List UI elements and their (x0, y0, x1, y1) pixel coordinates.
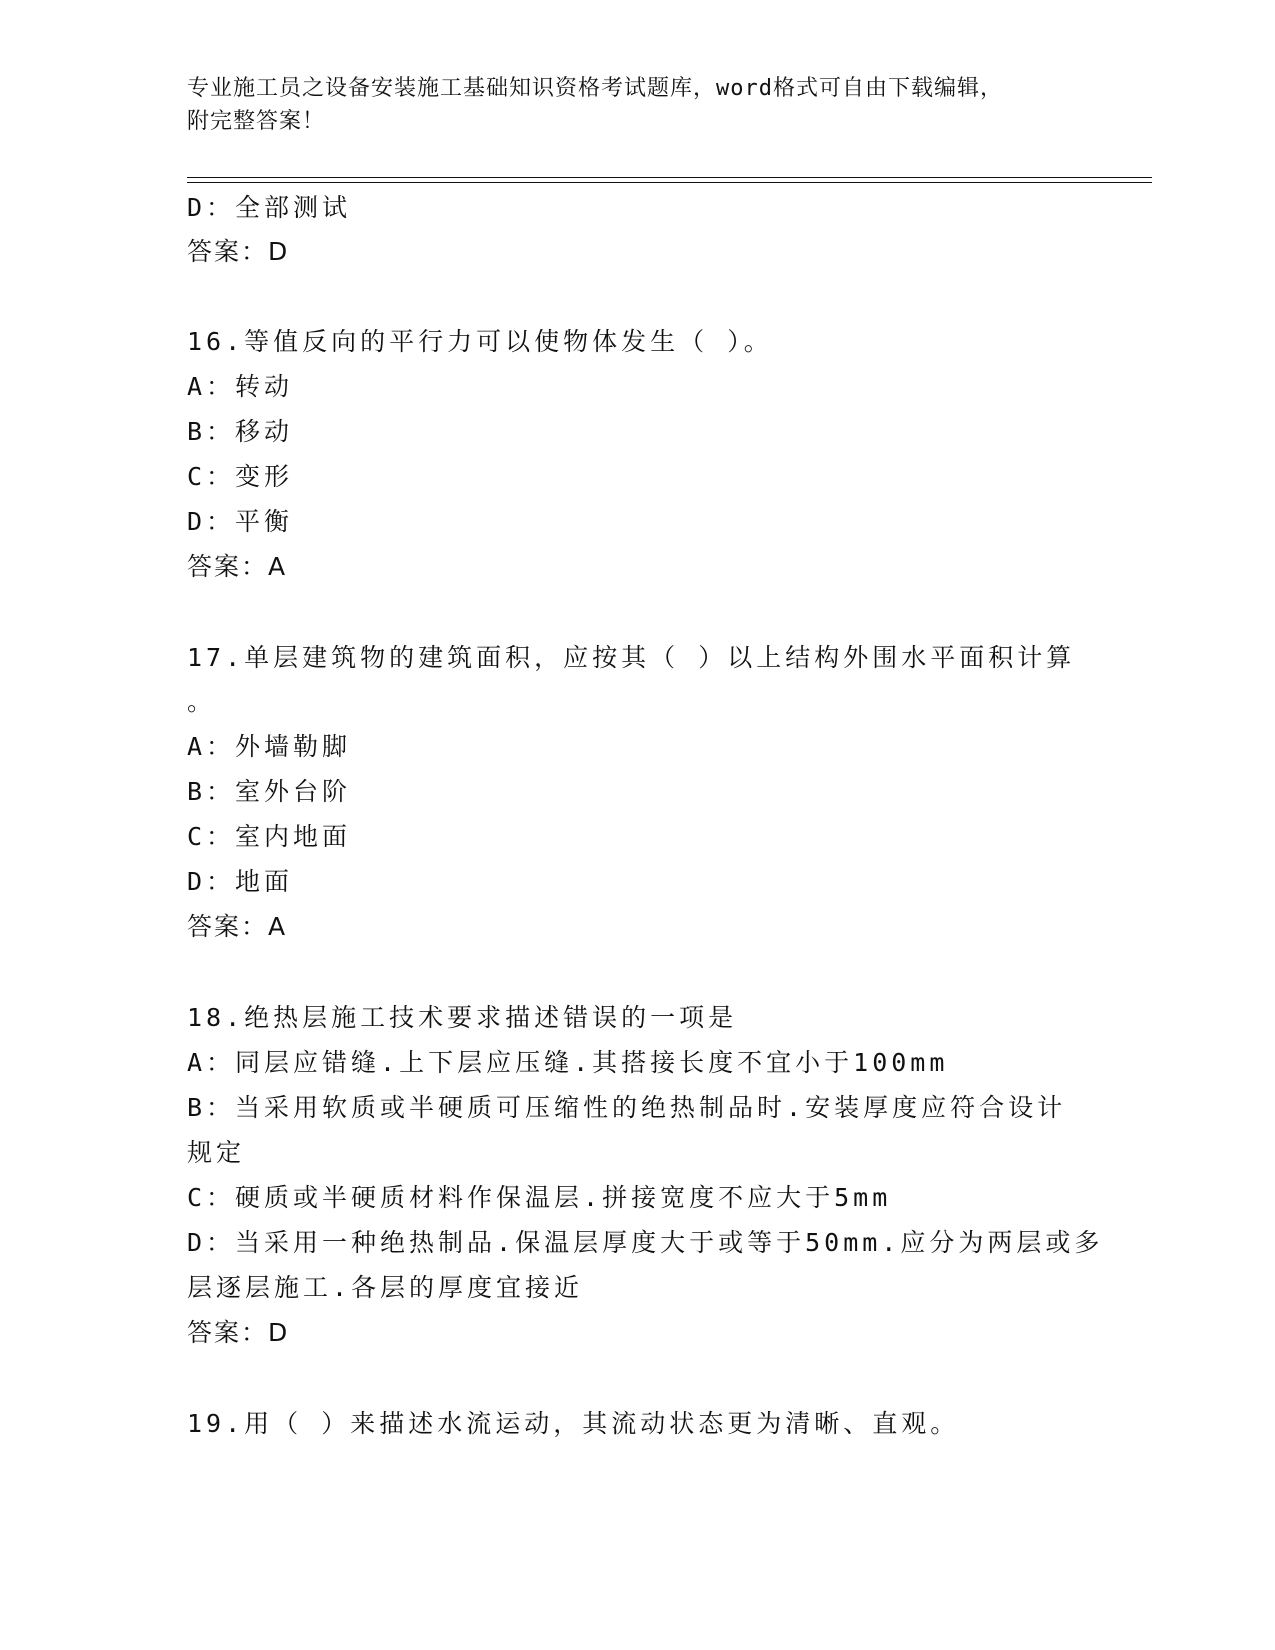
q18-question: 18.绝热层施工技术要求描述错误的一项是 (187, 1003, 738, 1032)
header-line: 附完整答案！ (187, 109, 326, 134)
q18-answer: 答案：D (187, 1318, 290, 1347)
q16-question: 16.等值反向的平行力可以使物体发生（ ）。 (187, 327, 773, 356)
q18-option-b: B：当采用软质或半硬质可压缩性的绝热制品时.安装厚度应符合设计 (187, 1093, 1067, 1122)
q15-answer: 答案：D (187, 237, 290, 266)
q18-option-c: C：硬质或半硬质材料作保温层.拼接宽度不应大于5mm (187, 1183, 892, 1212)
q16-option-c: C：变形 (187, 462, 294, 491)
header-rule (187, 182, 1152, 183)
q17-question: 17.单层建筑物的建筑面积，应按其（ ）以上结构外围水平面积计算 (187, 643, 1076, 672)
q17-answer: 答案：A (187, 912, 288, 941)
q15-option-d: D：全部测试 (187, 193, 352, 222)
q18-option-b-cont: 规定 (187, 1138, 246, 1167)
q16-option-d: D：平衡 (187, 507, 294, 536)
q18-option-d: D：当采用一种绝热制品.保温层厚度大于或等于50mm.应分为两层或多 (187, 1228, 1104, 1257)
document-header (187, 72, 1087, 138)
header-rule (187, 177, 1152, 178)
q19-question: 19.用（ ）来描述水流运动，其流动状态更为清晰、直观。 (187, 1409, 960, 1438)
q17-option-c: C：室内地面 (187, 822, 352, 851)
q17-question-cont: 。 (187, 687, 217, 716)
q17-option-d: D：地面 (187, 867, 294, 896)
q18-option-a: A：同层应错缝.上下层应压缝.其搭接长度不宜小于100mm (187, 1048, 949, 1077)
q17-option-a: A：外墙勒脚 (187, 732, 352, 761)
q18-option-d-cont: 层逐层施工.各层的厚度宜接近 (187, 1273, 584, 1302)
q17-option-b: B：室外台阶 (187, 777, 352, 806)
q16-answer: 答案：A (187, 552, 288, 581)
q16-option-a: A：转动 (187, 372, 294, 401)
q16-option-b: B：移动 (187, 417, 294, 446)
header-line: 专业施工员之设备安装施工基础知识资格考试题库，word格式可自由下载编辑， (187, 76, 1003, 101)
